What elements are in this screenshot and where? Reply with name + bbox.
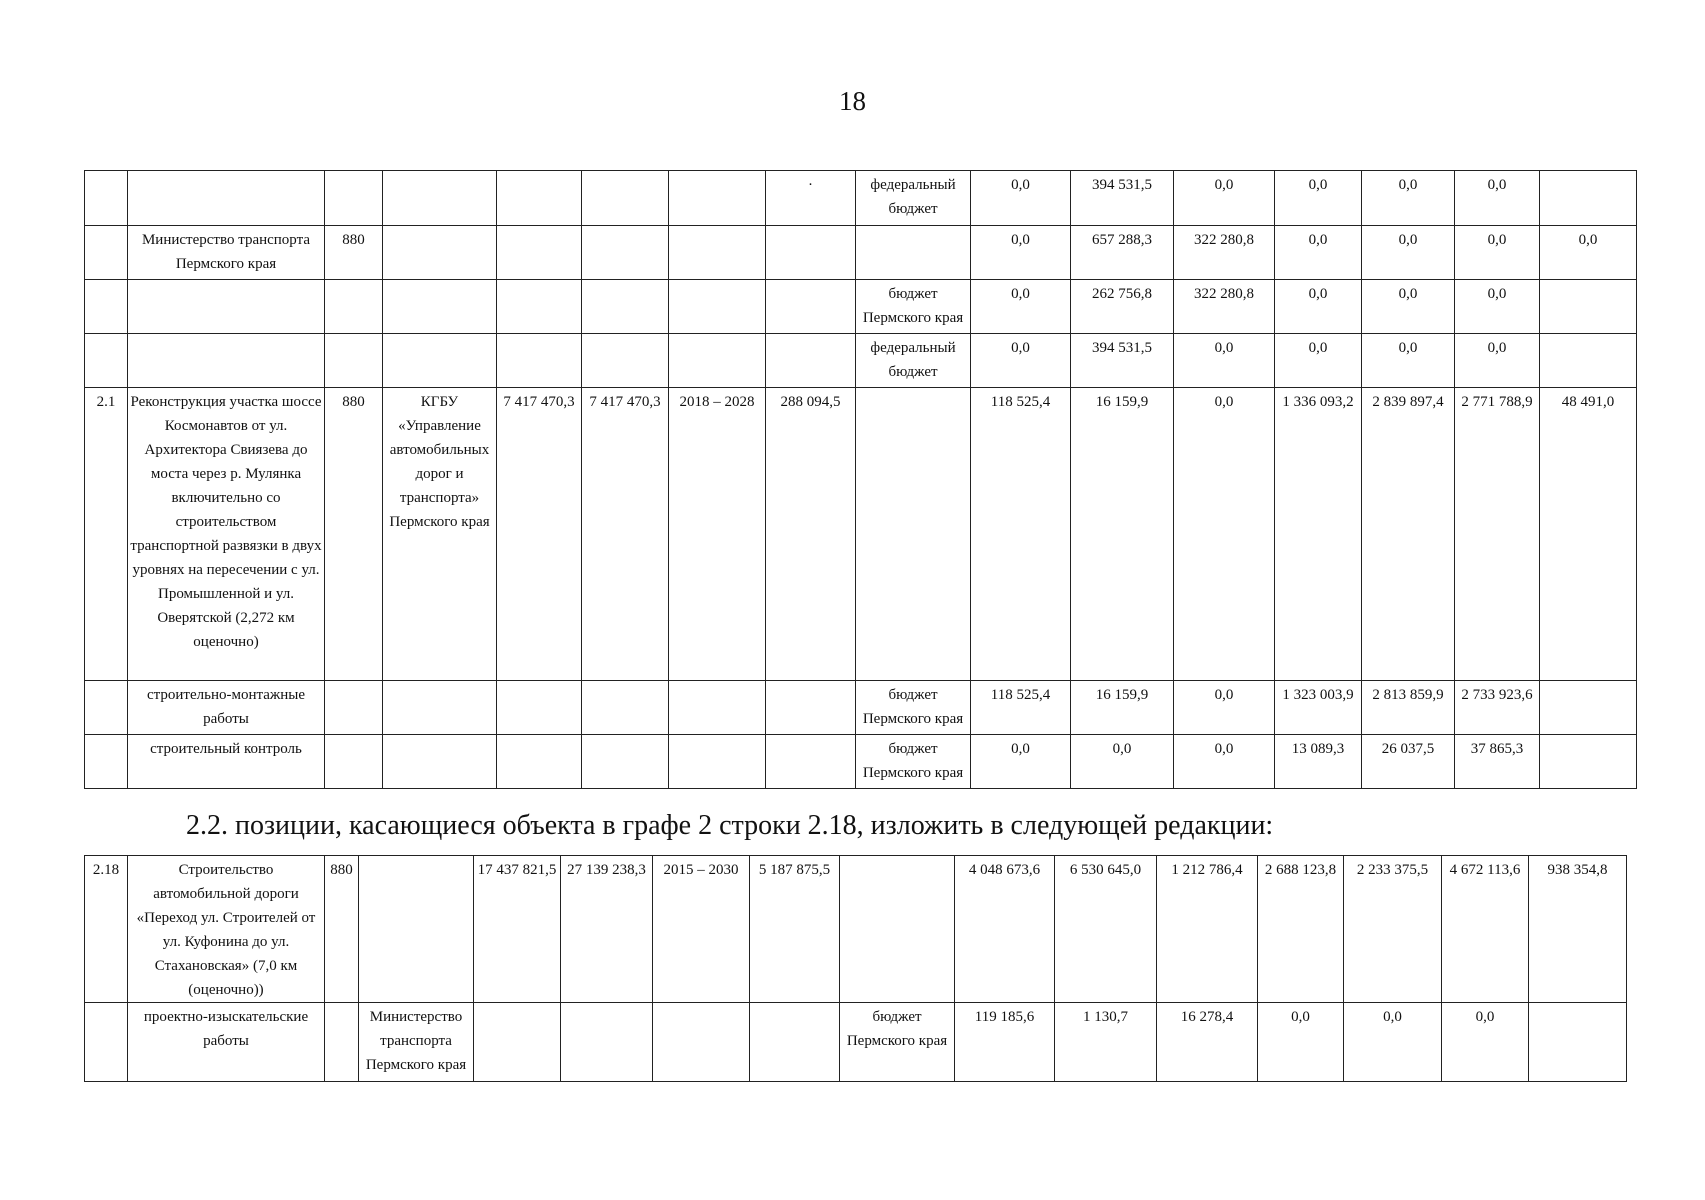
table-row <box>85 681 1637 735</box>
table-cell: 288 094,5 <box>766 388 856 681</box>
table-cell: 4 672 113,6 <box>1442 856 1529 1003</box>
table-row <box>85 171 1637 226</box>
table-cell: бюджет Пермского края <box>856 681 971 735</box>
table-cell <box>582 681 669 735</box>
table-cell: 13 089,3 <box>1275 735 1362 789</box>
table-cell: 2.18 <box>85 856 128 1003</box>
table-cell: проектно-изыскательские работы <box>128 1003 325 1082</box>
table-cell <box>497 334 582 388</box>
table-cell: 2 688 123,8 <box>1258 856 1344 1003</box>
table-cell <box>561 1003 653 1082</box>
table-cell: 7 417 470,3 <box>497 388 582 681</box>
table-row <box>85 388 1637 681</box>
table-cell: Строительство автомобильной дороги «Переход ул. Строителей от ул. Куфонина до ул. Стахановская» (7,0 км (оценочно)) <box>128 856 325 1003</box>
table-cell: 16 159,9 <box>1071 681 1174 735</box>
table-cell <box>85 171 128 226</box>
table-cell: 1 336 093,2 <box>1275 388 1362 681</box>
table-cell <box>582 226 669 280</box>
table-cell <box>325 334 383 388</box>
table-cell: 938 354,8 <box>1529 856 1627 1003</box>
table-cell <box>766 735 856 789</box>
table-cell <box>766 334 856 388</box>
table-cell: 0,0 <box>1174 735 1275 789</box>
table-cell: 1 323 003,9 <box>1275 681 1362 735</box>
table-cell <box>359 856 474 1003</box>
table-cell: 2 839 897,4 <box>1362 388 1455 681</box>
table-cell <box>128 171 325 226</box>
table-cell: 880 <box>325 388 383 681</box>
table-cell: 4 048 673,6 <box>955 856 1055 1003</box>
table-cell: федеральный бюджет <box>856 334 971 388</box>
table-cell: строительно-монтажные работы <box>128 681 325 735</box>
table-cell <box>85 735 128 789</box>
table-cell <box>669 226 766 280</box>
table-cell: 2.1 <box>85 388 128 681</box>
table-cell: 2018 – 2028 <box>669 388 766 681</box>
table-cell: 6 530 645,0 <box>1055 856 1157 1003</box>
table-cell: 1 130,7 <box>1055 1003 1157 1082</box>
table-cell: бюджет Пермского края <box>856 735 971 789</box>
table-cell <box>856 388 971 681</box>
table-cell <box>497 171 582 226</box>
table-cell: 880 <box>325 226 383 280</box>
table-cell: КГБУ «Управление автомобильных дорог и транспорта» Пермского края <box>383 388 497 681</box>
table-cell <box>383 226 497 280</box>
table-cell: 657 288,3 <box>1071 226 1174 280</box>
table-cell: 0,0 <box>1174 388 1275 681</box>
table-cell: 2 771 788,9 <box>1455 388 1540 681</box>
table-cell: 119 185,6 <box>955 1003 1055 1082</box>
table-cell: 322 280,8 <box>1174 226 1275 280</box>
table-cell: 5 187 875,5 <box>750 856 840 1003</box>
table-cell <box>497 226 582 280</box>
table-cell: 118 525,4 <box>971 388 1071 681</box>
table-cell <box>1540 280 1637 334</box>
table-cell: 2 813 859,9 <box>1362 681 1455 735</box>
table-cell <box>582 334 669 388</box>
table-cell <box>325 171 383 226</box>
table-cell: 0,0 <box>1455 171 1540 226</box>
table-cell <box>497 681 582 735</box>
table-cell: Министерство транспорта Пермского края <box>128 226 325 280</box>
table-cell <box>1540 735 1637 789</box>
table-cell <box>85 280 128 334</box>
table-cell: 0,0 <box>1174 681 1275 735</box>
table-row <box>85 334 1637 388</box>
table-row <box>85 1003 1627 1082</box>
table-cell <box>383 334 497 388</box>
table-cell: 262 756,8 <box>1071 280 1174 334</box>
table-cell: 1 212 786,4 <box>1157 856 1258 1003</box>
table-cell: 16 278,4 <box>1157 1003 1258 1082</box>
table-cell: 0,0 <box>1174 334 1275 388</box>
table-cell: 0,0 <box>1455 280 1540 334</box>
table-cell <box>750 1003 840 1082</box>
table-cell: 0,0 <box>1258 1003 1344 1082</box>
table-cell: 0,0 <box>971 334 1071 388</box>
table-cell: 0,0 <box>1275 226 1362 280</box>
table-cell <box>653 1003 750 1082</box>
table-cell: 7 417 470,3 <box>582 388 669 681</box>
table-cell: Реконструкция участка шоссе Космонавтов от ул. Архитектора Свиязева до моста через р. Мулянка включительно со строительством транспортной развязки в двух уровнях на пересечении с ул. Промышленной и ул. Оверятской (2,272 км оценочно) <box>128 388 325 681</box>
table-cell: строительный контроль <box>128 735 325 789</box>
table-cell: 0,0 <box>1275 334 1362 388</box>
table-cell: 0,0 <box>1362 171 1455 226</box>
table-cell: 0,0 <box>1362 334 1455 388</box>
table-cell: 0,0 <box>1071 735 1174 789</box>
section-heading: 2.2. позиции, касающиеся объекта в графе 2 строки 2.18, изложить в следующей редакции: <box>186 810 1274 841</box>
table-cell: Министерство транспорта Пермского края <box>359 1003 474 1082</box>
object-2-18-table <box>84 855 1627 1082</box>
table-cell <box>128 334 325 388</box>
table-cell: 2 233 375,5 <box>1344 856 1442 1003</box>
table-cell: 0,0 <box>971 735 1071 789</box>
table-cell: 0,0 <box>1275 171 1362 226</box>
table-cell <box>669 681 766 735</box>
table-cell: 394 531,5 <box>1071 171 1174 226</box>
table-cell <box>383 280 497 334</box>
table-cell: 17 437 821,5 <box>474 856 561 1003</box>
page-number: 18 <box>839 86 866 116</box>
table-cell: 27 139 238,3 <box>561 856 653 1003</box>
table-cell <box>85 1003 128 1082</box>
table-cell: 0,0 <box>971 226 1071 280</box>
table-cell <box>669 334 766 388</box>
table-cell <box>474 1003 561 1082</box>
table-cell: 2 733 923,6 <box>1455 681 1540 735</box>
table-cell <box>669 735 766 789</box>
table-cell: 0,0 <box>1174 171 1275 226</box>
table-cell <box>1540 171 1637 226</box>
table-row <box>85 856 1627 1003</box>
table-cell <box>766 280 856 334</box>
table-cell <box>669 280 766 334</box>
table-cell: 0,0 <box>1455 334 1540 388</box>
table-cell <box>582 280 669 334</box>
table-cell <box>856 226 971 280</box>
table-cell <box>128 280 325 334</box>
table-cell <box>669 171 766 226</box>
table-cell <box>325 681 383 735</box>
table-cell: 880 <box>325 856 359 1003</box>
table-cell <box>766 681 856 735</box>
table-cell: 0,0 <box>1344 1003 1442 1082</box>
table-cell: 118 525,4 <box>971 681 1071 735</box>
table-cell: 0,0 <box>1455 226 1540 280</box>
table-cell: 0,0 <box>1275 280 1362 334</box>
table-cell <box>85 334 128 388</box>
table-cell: 0,0 <box>971 280 1071 334</box>
table-cell: 322 280,8 <box>1174 280 1275 334</box>
table-cell <box>582 735 669 789</box>
table-cell: 0,0 <box>1442 1003 1529 1082</box>
table-cell: 48 491,0 <box>1540 388 1637 681</box>
table-cell: 2015 – 2030 <box>653 856 750 1003</box>
table-cell: бюджет Пермского края <box>840 1003 955 1082</box>
table-cell <box>85 681 128 735</box>
table-cell <box>1540 334 1637 388</box>
budget-table-continuation <box>84 170 1637 789</box>
table-cell <box>383 171 497 226</box>
table-cell: 0,0 <box>1362 280 1455 334</box>
table-cell: 0,0 <box>971 171 1071 226</box>
table-cell <box>582 171 669 226</box>
table-cell <box>766 226 856 280</box>
table-cell <box>383 681 497 735</box>
table-cell <box>497 280 582 334</box>
table-cell <box>840 856 955 1003</box>
table-cell: 26 037,5 <box>1362 735 1455 789</box>
table-cell <box>85 226 128 280</box>
table-cell <box>1529 1003 1627 1082</box>
table-cell: бюджет Пермского края <box>856 280 971 334</box>
table-cell <box>325 1003 359 1082</box>
table-cell <box>383 735 497 789</box>
table-cell <box>325 735 383 789</box>
table-cell: · <box>766 171 856 226</box>
table-cell <box>497 735 582 789</box>
table-cell: 0,0 <box>1362 226 1455 280</box>
table-row <box>85 735 1637 789</box>
table-cell <box>1540 681 1637 735</box>
table-cell: 394 531,5 <box>1071 334 1174 388</box>
table-cell <box>325 280 383 334</box>
table-cell: 0,0 <box>1540 226 1637 280</box>
table-cell: 16 159,9 <box>1071 388 1174 681</box>
table-cell: 37 865,3 <box>1455 735 1540 789</box>
table-row <box>85 226 1637 280</box>
table-cell: федеральный бюджет <box>856 171 971 226</box>
table-row <box>85 280 1637 334</box>
